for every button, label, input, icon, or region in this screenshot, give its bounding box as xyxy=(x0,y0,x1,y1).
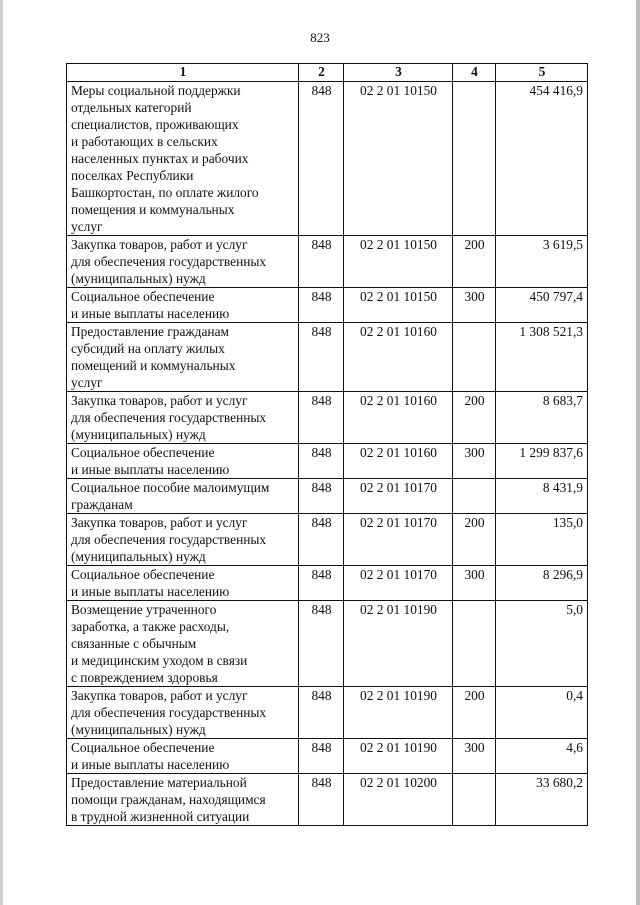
table-row xyxy=(67,392,588,444)
row-article-cell: 02 2 01 10160 xyxy=(344,323,453,392)
row-code-cell: 848 xyxy=(299,82,344,236)
header-col-2: 2 xyxy=(299,64,344,82)
row-amount-cell: 3 619,5 xyxy=(496,236,588,288)
row-amount-cell: 450 797,4 xyxy=(496,288,588,323)
row-article-cell: 02 2 01 10190 xyxy=(344,601,453,687)
row-type-cell: 300 xyxy=(453,739,496,774)
header-col-5: 5 xyxy=(496,64,588,82)
table-row xyxy=(67,774,588,826)
row-name-cell: Предоставление гражданам субсидий на оплату жилых помещений и коммунальных услуг xyxy=(67,323,299,392)
table-row xyxy=(67,687,588,739)
scan-left-edge xyxy=(0,0,3,905)
row-name-cell: Возмещение утраченного заработка, а также расходы, связанные с обычным и медицинским уходом в связи с повреждением здоровья xyxy=(67,601,299,687)
row-code-cell: 848 xyxy=(299,514,344,566)
row-code-cell: 848 xyxy=(299,323,344,392)
row-code-cell: 848 xyxy=(299,392,344,444)
table-row xyxy=(67,514,588,566)
table-row xyxy=(67,288,588,323)
row-name-cell: Социальное обеспечение и иные выплаты населению xyxy=(67,739,299,774)
row-type-cell xyxy=(453,774,496,826)
row-article-cell: 02 2 01 10150 xyxy=(344,236,453,288)
row-code-cell: 848 xyxy=(299,601,344,687)
row-amount-cell: 5,0 xyxy=(496,601,588,687)
table-body xyxy=(67,82,588,826)
row-amount-cell: 1 299 837,6 xyxy=(496,444,588,479)
row-type-cell: 200 xyxy=(453,236,496,288)
row-code-cell: 848 xyxy=(299,479,344,514)
table-row xyxy=(67,82,588,236)
row-type-cell: 300 xyxy=(453,288,496,323)
header-col-3: 3 xyxy=(344,64,453,82)
header-col-1: 1 xyxy=(67,64,299,82)
row-article-cell: 02 2 01 10190 xyxy=(344,687,453,739)
scan-right-edge xyxy=(636,0,640,905)
row-code-cell: 848 xyxy=(299,566,344,601)
row-code-cell: 848 xyxy=(299,444,344,479)
table-row xyxy=(67,479,588,514)
row-type-cell: 200 xyxy=(453,392,496,444)
row-article-cell: 02 2 01 10160 xyxy=(344,392,453,444)
row-amount-cell: 454 416,9 xyxy=(496,82,588,236)
row-amount-cell: 1 308 521,3 xyxy=(496,323,588,392)
row-amount-cell: 135,0 xyxy=(496,514,588,566)
table-row xyxy=(67,601,588,687)
row-amount-cell: 8 296,9 xyxy=(496,566,588,601)
row-name-cell: Социальное обеспечение и иные выплаты населению xyxy=(67,444,299,479)
budget-table xyxy=(66,63,588,826)
table-row xyxy=(67,739,588,774)
row-article-cell: 02 2 01 10170 xyxy=(344,479,453,514)
table-row xyxy=(67,444,588,479)
row-type-cell: 300 xyxy=(453,444,496,479)
row-amount-cell: 4,6 xyxy=(496,739,588,774)
row-article-cell: 02 2 01 10170 xyxy=(344,514,453,566)
row-name-cell: Социальное обеспечение и иные выплаты населению xyxy=(67,288,299,323)
row-type-cell xyxy=(453,601,496,687)
table-row xyxy=(67,566,588,601)
row-name-cell: Предоставление материальной помощи гражданам, находящимся в трудной жизненной ситуации xyxy=(67,774,299,826)
row-name-cell: Закупка товаров, работ и услуг для обеспечения государственных (муниципальных) нужд xyxy=(67,392,299,444)
row-name-cell: Социальное пособие малоимущим гражданам xyxy=(67,479,299,514)
row-article-cell: 02 2 01 10150 xyxy=(344,288,453,323)
page-number: 823 xyxy=(310,30,330,45)
row-name-cell: Закупка товаров, работ и услуг для обеспечения государственных (муниципальных) нужд xyxy=(67,687,299,739)
row-name-cell: Социальное обеспечение и иные выплаты населению xyxy=(67,566,299,601)
row-name-cell: Закупка товаров, работ и услуг для обеспечения государственных (муниципальных) нужд xyxy=(67,236,299,288)
row-type-cell: 200 xyxy=(453,687,496,739)
row-type-cell: 200 xyxy=(453,514,496,566)
row-type-cell xyxy=(453,323,496,392)
row-amount-cell: 8 431,9 xyxy=(496,479,588,514)
header-row xyxy=(67,64,588,82)
row-type-cell xyxy=(453,479,496,514)
row-article-cell: 02 2 01 10170 xyxy=(344,566,453,601)
row-code-cell: 848 xyxy=(299,236,344,288)
row-amount-cell: 33 680,2 xyxy=(496,774,588,826)
row-code-cell: 848 xyxy=(299,739,344,774)
row-type-cell xyxy=(453,82,496,236)
table-row xyxy=(67,323,588,392)
row-amount-cell: 8 683,7 xyxy=(496,392,588,444)
row-code-cell: 848 xyxy=(299,774,344,826)
row-name-cell: Меры социальной поддержки отдельных категорий специалистов, проживающих и работающих в сельских населенных пунктах и рабочих поселках Республики Башкортостан, по оплате жилого помещения и коммунальных услуг xyxy=(67,82,299,236)
row-article-cell: 02 2 01 10200 xyxy=(344,774,453,826)
row-code-cell: 848 xyxy=(299,288,344,323)
row-type-cell: 300 xyxy=(453,566,496,601)
table-row xyxy=(67,236,588,288)
row-code-cell: 848 xyxy=(299,687,344,739)
row-article-cell: 02 2 01 10150 xyxy=(344,82,453,236)
row-name-cell: Закупка товаров, работ и услуг для обеспечения государственных (муниципальных) нужд xyxy=(67,514,299,566)
row-article-cell: 02 2 01 10160 xyxy=(344,444,453,479)
row-article-cell: 02 2 01 10190 xyxy=(344,739,453,774)
header-col-4: 4 xyxy=(453,64,496,82)
row-amount-cell: 0,4 xyxy=(496,687,588,739)
